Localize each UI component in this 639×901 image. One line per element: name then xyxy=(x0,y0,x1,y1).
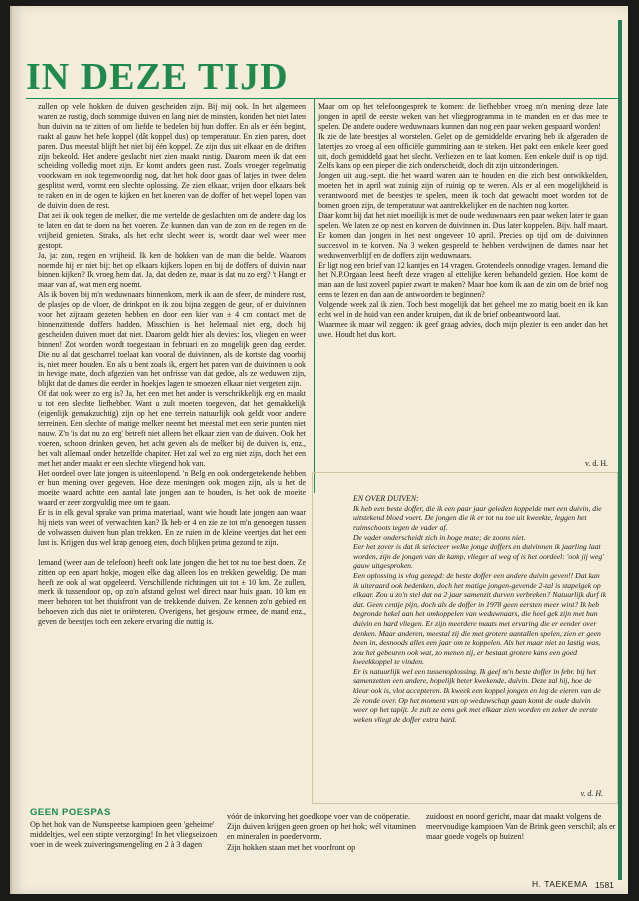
section-column-1: Op het hok van de Nunspeetse kampioen geen 'geheime' middeltjes, wel een stipte verzorging! In het vliegseizoen voer in de week zuiveringsmengeling en 2 à 3 dagen xyxy=(30,820,220,850)
inset-text: Ik heb een beste doffer, die ik een paar jaar geleden koppelde met een duivin, die uitstekend bloed voert. De jongen die ik er tot nu toe uit kweekte, leggen het ruimschoots tegen de vader af. De vader onderscheidt zich in hoge mate; de zoons niet. Eer het zover is dat ik selecteer welke jonge doffers en duivinnen ik jaarling laat worden, zijn de jongen van de kamp, vlieger al weg of is het oordeel: 'ook jij weg' gauw uitgesproken. Een oplossing is vlug gezegd: de beste doffer een andere duivin geven!! Dat kan ik uiteraard ook bedenken, doch het matige jongen-gevende 2-tal is stapelgek op elkaar. Zou u zo'n stel dat na 2 jaar samenzit durven verbreken? Natuurlijk durf ik dat. Geen centje pijn, doch als de doffer in 1978 geen eersten meer wint? Ik heb begronde hekel aan het omkoppelen van weduwnaars, die heel gek zijn met hun duivin en hard vliegen. Er zijn meerdere maats met ervaring die er eender over denken. Maar anderen, meestal zij die met grotere aantallen spelen, zien er geen been in, desnoods alles een jaar om te koppelen. Als het maar niet zo lastig was, zou het gebeuren ook wat, zo menen zij, er bestaat grotere kans een goed kweekkoppel te vinden. Er is natuurlijk wel een tussenoplossing. Ik geef m'n beste doffer in febr. bij het samenzetten een andere, hopelijk beter kwekende, duivin. Deze zal hij, hoe de kleur ook is, vlot accepteren. Ik kweek een koppel jongen en leg de eieren van de 2e ronde over. Op het moment van op weduwschap gaan komt de oude duivin weer op het tapijt. Je zult ze eens gek met elkaar zien worden en zeker de eerste weken vliegt de doffer extra hard. xyxy=(353,503,607,724)
inset-title: EN OVER DUIVEN: xyxy=(353,494,419,504)
inset-box xyxy=(312,472,618,804)
inset-signature: v. d. H. xyxy=(580,789,603,798)
header-horizontal-rule xyxy=(26,98,620,99)
left-column-text: zullen op vele hokken de duiven gescheiden zijn. Bij mij ook. In het algemeen waren ze rustig, doch sommige duiven en lang niet de minsten, konden het niet laten hun duivin na te zitten of om liefde te bedelen bij hun doffer. En als er één begint, raakt al gauw het hele koppel (dât koppel dus) op temperatuur. En zien paren, doet paren. Dus meestal blijft het niet bij één koppel. Ze zijn dus uit elkaar en de driften zijn bekeold. Het andere geslacht niet zien maakt rustig. Daarom meen ik dat een scheiding volledig moet zijn. Er komt anders geen rust. Zoals vroeger regelmatig voorkwam en ook tegenwoordig nog, dat het hok door gaas of latjes in twee delen gesplitst werd, vormt een slechte oplossing. Ze zien elkaar, vrijen door elkaars bek te raken en in de ogen te kijken en het koeren van de doffer of het wepel lopen van de duivin doen de rest. Dat zei ik ook tegen de melker, die me vertelde de geslachten om de andere dag los te laten en dat te doen na het voeren. Ze kunnen dan van de zon en de regen en de vrijheid genieten. Straks, als het echt slecht weer is, wordt daar wel weer mee gestopt. Ja, ja: zon, regen en vrijheid. Ik ken de hokken van de man die belde. Waarom noemde hij er niet bij: het op elkaars kijkers lopen en bij de doffers of duivin naar binnen kijken? Ik vroeg hem dat. Ja, dat deden ze, maar is dat nu zo erg? 't Hangt er maar van af, wat men erg noemt. Als ik boven bij m'n weduwnaars binnenkom, merk ik aan de sfeer, de mindere rust, de plasjes op de vloer, de drinkpot en ik zou bijna zeggen de geur, of er duivinnen voor het zijraam gezeten hebben en door een kier van ± 4 cm contact met de binnenzittende doffers hadden. Misschien is het helemaal niet erg, doch bij gescheiden duiven moet dat niet. Daarom geldt hier als devies: los, vliegen en weer binnen! Zot worden wordt toegestaan in februari en zo mogelijk geen dag eerder. Die nu al dat gescharrel toelaat kan vooral de duivinnen, als de kortste dag voorbij is, niet meer houden. En als u bent zoals ik, ergert het paren van de duivinnen u ook in hevige mate, doch afgezien van het onfrisse van dat gedoe, als ze weduwen zijn, blijkt dat de dames die eerder in hoekjes lagen te smoezen elkaar niet vergeten zijn. Of dat ook weer zo erg is? Ja, het een met het ander is verschrikkelijk erg en maakt u tot een slechte liefhebber. Want u zult moeten toegeven, dat het gemakkelijk (eigenlijk gemakzuchtig) zijn op het ene terrein natuurlijk ook geldt voor andere terreinen. Een slechte of matige melker neemt het meestal met een serie punten niet nauw. Z'n 'is dat nu zo erg' betreft niet alleen het elkaar zien van de duiven. Ook het voeren, schoon drinken geven, het acht geven als de melker bij de duiven is, enz., het valt allemaal onder hetzelfde chapiter. Het zal wel zo erg niet zijn, doch het een met het ander maakt er een slechte vliegend hok van. Het oordeel over late jongen is uiteenlopend. 'n Belg en ook ondergetekende hebben er hun mening over gegeven. Hoe deze meningen ook mogen zijn, als u het de moeite waard achtte een aantal late jongen aan te houden, is het ook de moeite waard er zeer zorgvuldig mee om te gaan. Er is in elk geval sprake van prima materiaal, want wie houdt late jongen aan waar hij niets van weet of verwachten kan? Ik heb er 4 en zie ze tot m'n genoegen tussen de volwassen duiven hun plan trekken. En ze ruien in de kleine veertjes dat het een lust is. Krijgen dus wel krap genoeg eten, doch blijken prima gezond te zijn. Iemand (weer aan de telefoon) heeft ook late jongen die het tot nu toe best doen. Ze zitten op een apart hokje, mogen elke dag alleen los en trekken geweldig. De man heeft ze ook al wat opgeleerd. Verschillende richtingen uit tot ± 10 km. Ze zullen, merk ik tussendoor op, op zo'n afstand gelost wel direct naar huis gaan. 10 km en meer behoren tot het thuisfront van de trekkende duiven. Ze kennen zo'n gebied en behoeven zich dus niet te oriënteren. Overigens, het gesjouw ermee, de mand enz., geven de beestjes toch een zekere ervaring die nuttig is. xyxy=(38,102,306,627)
page-number: 1581 xyxy=(595,880,614,890)
right-column-text: Maar om op het telefoongesprek te komen: de liefhebber vroeg m'n mening deze late jongen in april de eerste weken van het vliegprogramma in te manden en er dus mee te spelen. De andere oudere weduwnaars kunnen dan nog een paar weken gespaard worden! Ik zie de late beestjes al worstelen. Gelet op de gemiddelde ervaring heb ik afgeraden de latertjes zo vroeg al een officiële gummiring aan te steken. Het pakt een enkele keer goed uit, doch gemiddeld gaat het slecht. Verliezen en te laat komen. Een enkele duif is op tijd. Zelfs kans op een pieper die zich onderscheidt, doch dit zijn uitzonderingen. Jongen uit aug.-sept. die het waard waren aan te houden en die zich best ontwikkelden, moeten het in april wat zuinig zijn of ruinig op te weren. Als er al een mogelijkheid is verantwoord met de beestjes te spelen, meen ik toch dat gewacht moet worden tot de bomen groen zijn, de temperatuur wat aantrekkelijker en de nachten nog korter. Daar komt bij dat het niet moeilijk is met de oude weduwnaars een paar weken later te gaan spelen. We laten ze op nest en korven de duivinnen in. Dus later koppelen. Bijv. half maart. Er komen dan jongen in het nest ongeveer 10 april. Precies op tijd om de duivinnen succesvol in te korven. Na 3 weken gespeeld te hebben verdwijnen de dames naar het weduwenverblijf en de doffers zijn weduwnaars. Er ligt nog een brief van 12 kantjes en 14 vragen. Grotendeels onnodige vragen. Iemand die het N.P.Orgaan leest heeft deze vragen al ettelijke keren behandeld gezien. Hoe komt de man aan de lust zoveel papier zwart te maken? Maar hoe kom ik aan de zin om de brief nog eens te lezen en dan aan de antwoorden te beginnen? Volgende week zal ik zien. Toch best mogelijk dat het geheel me zo matig boeit en ik kan echt wel in de huid van een ander kruipen, dat ik de brief onbeantwoord laat. Waarmee ik maar wil zeggen: ik geef graag advies, doch mijn plezier is een ander dan het uwe. Houdt het dus kort. xyxy=(318,102,608,339)
section-column-3: zuidoost en noord gericht, maar dat maakt volgens de meervoudige kampioen Van de Brink geen verschil; als er maar goede vogels op huizen! xyxy=(426,812,618,842)
section-column-2: vóór de inkorving het goedkope voer van de coöperatie. Zijn duiven krijgen geen groen op het hok; wél vitaminen en mineralen in poedervorm. Zijn hokken staan met het voorfront op xyxy=(227,812,416,852)
page-title: IN DEZE TIJD xyxy=(26,56,289,98)
right-column-signature: v. d. H. xyxy=(585,459,608,468)
section-heading: GEEN POESPAS xyxy=(30,807,111,818)
inset-body xyxy=(353,475,607,734)
author-name: H. TAEKEMA xyxy=(532,879,588,889)
header-vertical-rule xyxy=(314,98,315,493)
magazine-page xyxy=(10,6,628,894)
page-edge-binding xyxy=(618,20,622,880)
